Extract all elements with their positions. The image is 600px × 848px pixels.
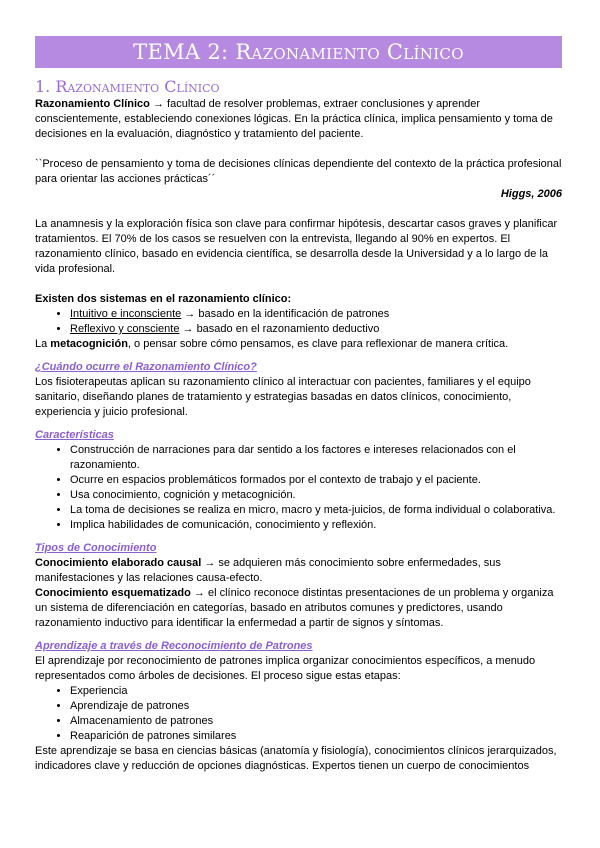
intro-text: facultad de resolver problemas, extraer conclusiones y aprender conscientemente, estableciendo conexiones lógicas. En la práctica clínica, implica pensamiento y toma de decisiones en la evaluación, diagnóstico y tratamiento del paciente. (35, 98, 553, 140)
list-item: • La toma de decisiones se realiza en micro, macro y meta-juicios, de forma individual o colaborativa. (70, 503, 562, 518)
systems-heading: Existen dos sistemas en el razonamiento clínico: (35, 293, 292, 305)
anamnesis-paragraph: La anamnesis y la exploración física son clave para confirmar hipótesis, descartar casos graves y planificar tratamientos. El 70% de los casos se resuelven con la entrevista, llegando al 90% en expertos. El razonamiento clínico, basado en evidencia científica, se desarrolla desde la Universidad y a lo largo de la vida profesional. (35, 218, 558, 275)
document-page (35, 36, 562, 774)
title-banner: TEMA 2: Razonamiento Clínico (35, 36, 562, 68)
patterns-paragraph: El aprendizaje por reconocimiento de patrones implica organizar conocimientos específicos, a menudo representados como árboles de decisiones. El proceso sigue estas etapas: (35, 655, 536, 682)
schema-paragraph: Conocimiento esquematizado → el clínico reconoce distintas presentaciones de un problema y organiza un sistema de diferenciación en categorías, basado en atributos comunes y predictores, usando razonamiento inductivo para identificar la enfermedad a partir de signos y síntomas. (35, 587, 554, 629)
section-heading: 1. Razonamiento Clínico (35, 77, 220, 96)
intro-term: Razonamiento Clínico (35, 98, 150, 110)
quote-text: ``Proceso de pensamiento y toma de decisiones clínicas dependiente del contexto de la práctica profesional para orientar las acciones prácticas´´ (35, 158, 562, 185)
patterns-heading: Aprendizaje a través de Reconocimiento de Patrones (35, 640, 313, 652)
list-item: • Implica habilidades de comunicación, conocimiento y reflexión. (70, 518, 562, 533)
systems-list (35, 307, 562, 337)
list-item: • Intuitivo e inconsciente → basado en la identificación de patrones (70, 307, 562, 322)
when-paragraph: Los fisioterapeutas aplican su razonamiento clínico al interactuar con pacientes, familiares y el equipo sanitario, diseñando planes de tratamiento y estrategias basadas en datos clínicos, conocimiento, experiencia y juicio profesional. (35, 376, 531, 418)
list-item: • Ocurre en espacios problemáticos formados por el contexto de trabajo y el paciente. (70, 473, 562, 488)
features-heading: Características (35, 429, 114, 441)
list-item: • Reflexivo y consciente → basado en el razonamiento deductivo (70, 322, 562, 337)
features-list (35, 443, 562, 533)
list-item: • Experiencia (70, 684, 562, 699)
causal-paragraph: Conocimiento elaborado causal → se adquieren más conocimiento sobre enfermedades, sus manifestaciones y las relaciones causa-efecto. (35, 557, 501, 584)
patterns-closing: Este aprendizaje se basa en ciencias básicas (anatomía y fisiología), conocimientos clínicos jerarquizados, indicadores clave y reducción de opciones diagnósticas. Expertos tienen un cuerpo de conocimientos (35, 745, 557, 772)
list-item: • Almacenamiento de patrones (70, 714, 562, 729)
metacognition-paragraph: La metacognición, o pensar sobre cómo pensamos, es clave para reflexionar de manera crítica. (35, 338, 509, 350)
list-item: • Reaparición de patrones similares (70, 729, 562, 744)
patterns-list (35, 684, 562, 744)
intro-paragraph (35, 97, 562, 142)
when-heading: ¿Cuándo ocurre el Razonamiento Clínico? (35, 361, 257, 373)
list-item: • Construcción de narraciones para dar sentido a los factores e intereses relacionados con el razonamiento. (70, 443, 562, 473)
list-item: • Usa conocimiento, cognición y metacognición. (70, 488, 562, 503)
knowledge-heading: Tipos de Conocimiento (35, 542, 157, 554)
intro-arrow: → (149, 98, 168, 110)
list-item: • Aprendizaje de patrones (70, 699, 562, 714)
quote-author: Higgs, 2006 (500, 188, 562, 200)
